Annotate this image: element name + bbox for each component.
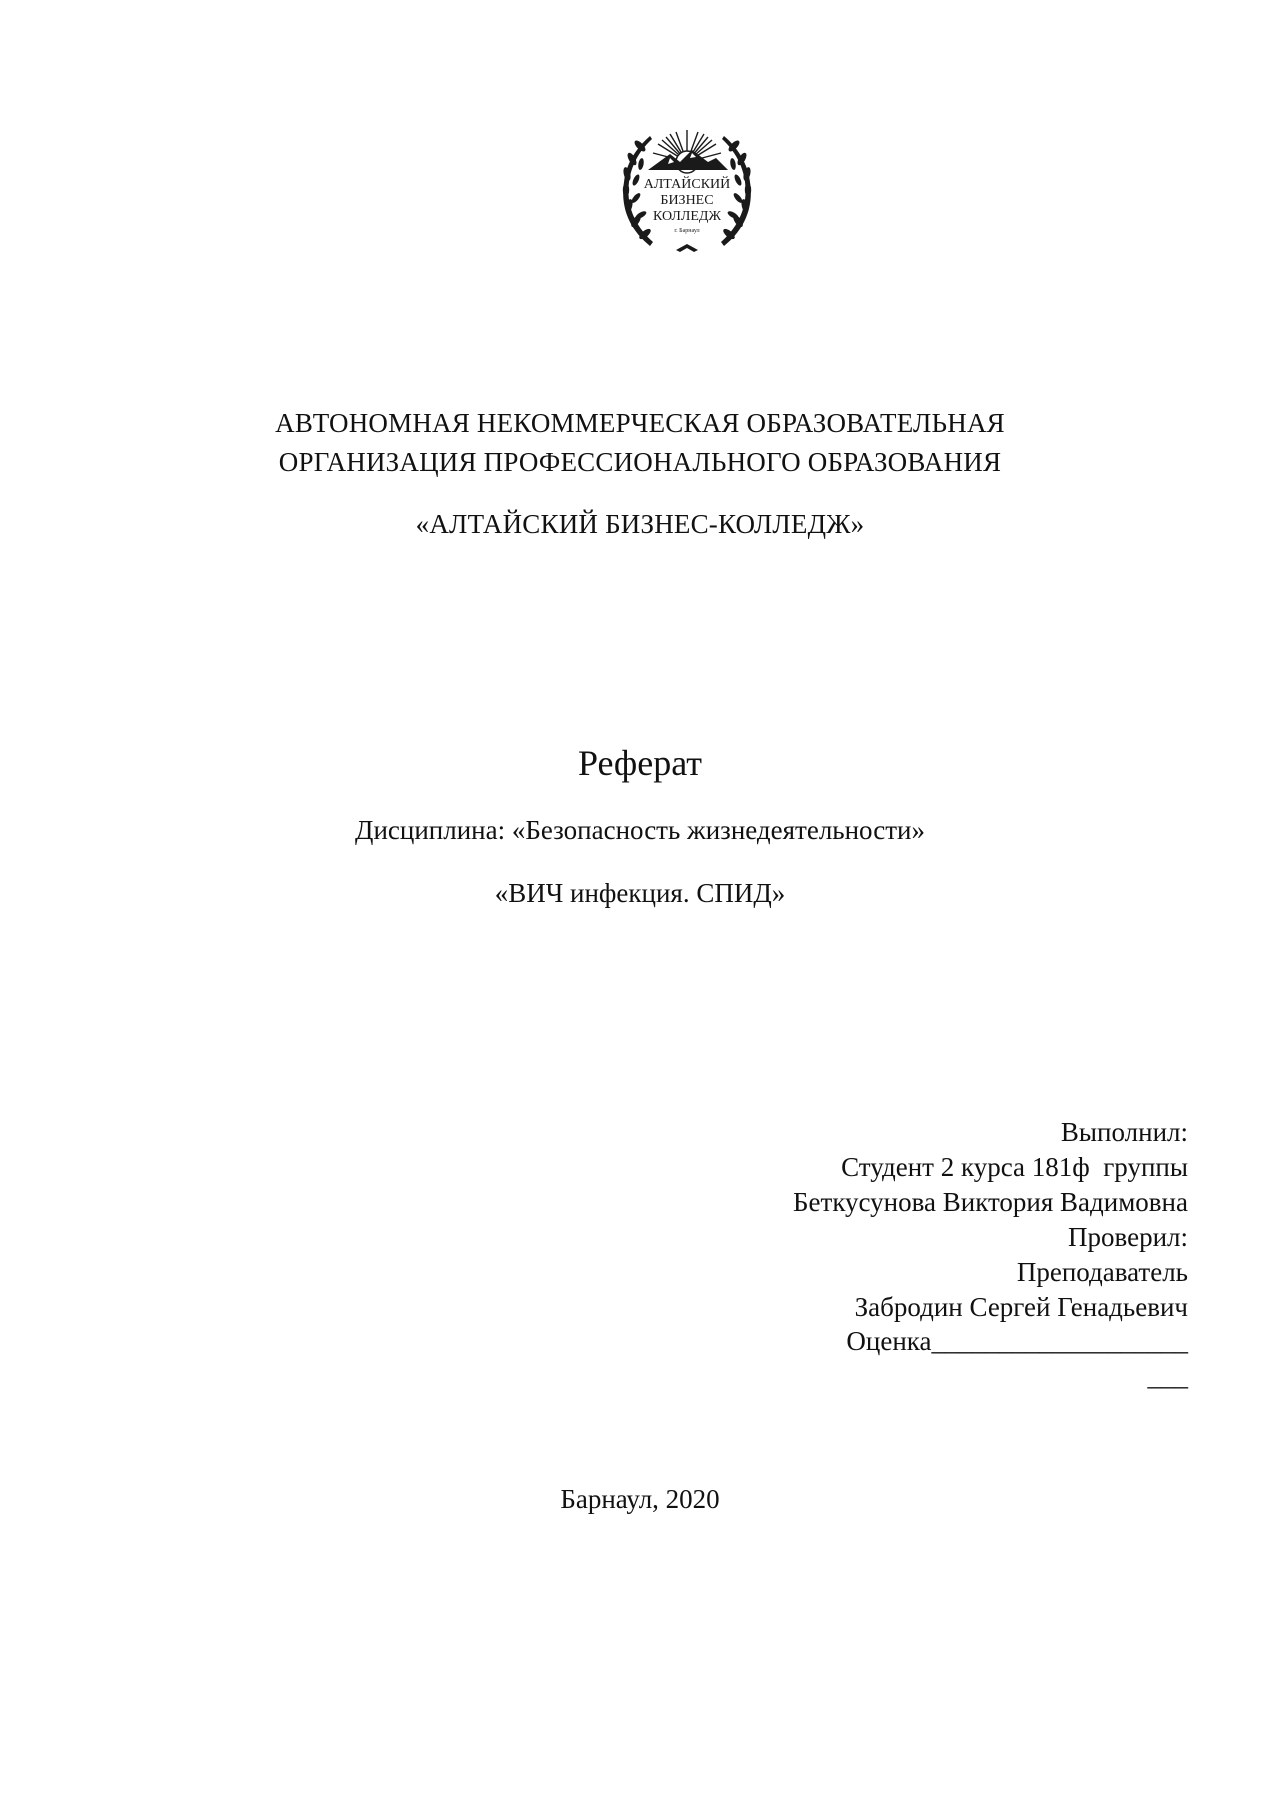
college-seal-icon <box>612 118 762 268</box>
discipline-line: Дисциплина: «Безопасность жизнедеятельности» <box>355 815 925 845</box>
student-course-group: Студент 2 курса 181ф группы <box>841 1152 1188 1182</box>
teacher-name: Забродин Сергей Генадьевич <box>854 1292 1188 1322</box>
topic-line: «ВИЧ инфекция. СПИД» <box>494 878 786 908</box>
logo-text-city: г. Барнаул <box>674 228 700 234</box>
grade-field: Оценка___________________ <box>846 1326 1188 1356</box>
org-name: «АЛТАЙСКИЙ БИЗНЕС-КОЛЛЕДЖ» <box>415 509 865 539</box>
org-type-line2: ОРГАНИЗАЦИЯ ПРОФЕССИОНАЛЬНОГО ОБРАЗОВАНИЯ <box>278 447 1002 477</box>
city-year: Барнаул, 2020 <box>560 1484 720 1514</box>
performed-by-label: Выполнил: <box>1060 1117 1188 1147</box>
student-name: Беткусунова Виктория Вадимовна <box>793 1187 1188 1217</box>
teacher-role: Преподаватель <box>1016 1257 1188 1287</box>
logo-text-line1: АЛТАЙСКИЙ <box>643 177 731 192</box>
logo-text-line2: БИЗНЕС <box>660 193 714 208</box>
checked-by-label: Проверил: <box>1068 1222 1188 1252</box>
org-type-line1: АВТОНОМНАЯ НЕКОММЕРЧЕСКАЯ ОБРАЗОВАТЕЛЬНАЯ <box>275 408 1005 438</box>
document-type-title: Реферат <box>577 743 703 783</box>
grade-field-continuation: ___ <box>1147 1361 1188 1391</box>
logo-text-line3: КОЛЛЕДЖ <box>652 209 722 224</box>
